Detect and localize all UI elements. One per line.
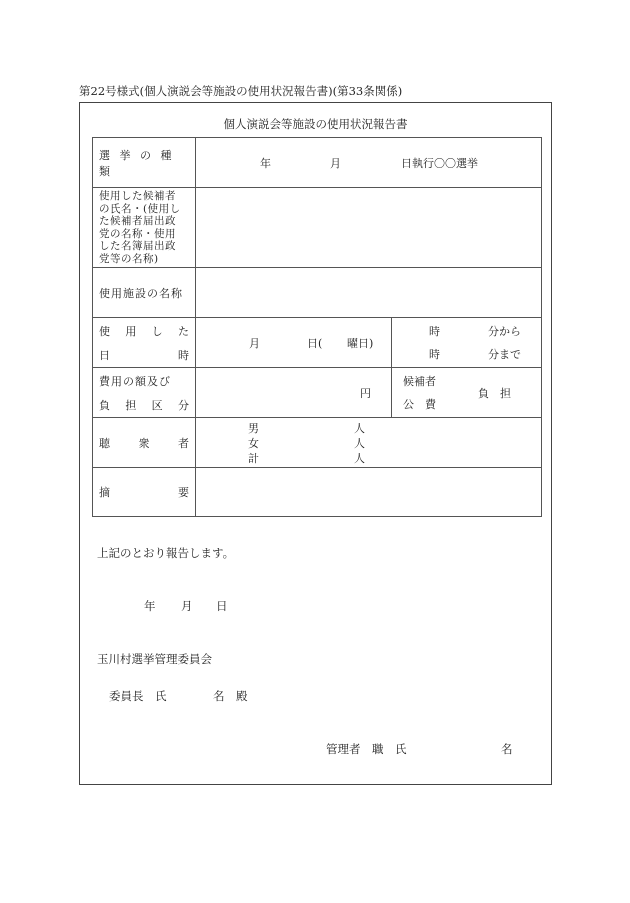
audience-female-unit: 人 bbox=[354, 437, 365, 450]
facility-label-text: 使用施設の名称 bbox=[99, 286, 183, 300]
burden-label: 負 担 bbox=[478, 387, 511, 400]
start-minute: 分から bbox=[488, 325, 521, 338]
value-date[interactable] bbox=[196, 318, 392, 368]
value-audience[interactable] bbox=[196, 418, 542, 468]
row-cost bbox=[93, 368, 542, 418]
end-minute: 分まで bbox=[488, 348, 521, 361]
value-cost-burden[interactable] bbox=[392, 368, 542, 418]
row-candidate bbox=[93, 188, 542, 268]
row-facility bbox=[93, 268, 542, 318]
manager-name-prefix: 管理者 職 氏 bbox=[326, 742, 407, 756]
label-election-type bbox=[93, 138, 196, 188]
audience-total: 計 bbox=[248, 452, 259, 465]
yen-unit: 円 bbox=[360, 387, 371, 400]
form-title: 個人演説会等施設の使用状況報告書 bbox=[223, 117, 408, 131]
audience-male-unit: 人 bbox=[354, 422, 365, 435]
label-candidate bbox=[93, 188, 196, 268]
use-weekday: 曜日) bbox=[347, 337, 374, 350]
form-caption: 第22号様式(個人演説会等施設の使用状況報告書)(第33条関係) bbox=[79, 84, 403, 98]
label-datetime bbox=[93, 318, 196, 368]
report-table bbox=[92, 137, 542, 517]
chair-name-prefix: 委員長 氏 bbox=[109, 689, 167, 703]
burden-public: 公 費 bbox=[403, 398, 436, 411]
chair-name-suffix: 名 殿 bbox=[213, 689, 248, 703]
election-type-label-text: 選 挙 の 種 類 bbox=[99, 148, 175, 178]
candidate-label-text: 使用した候補者 の氏名・(使用し た候補者届出政 党の名称・使用 した名簿届出政 党等の名称) bbox=[99, 190, 181, 265]
audience-label-text: 聴 衆 者 bbox=[99, 436, 189, 450]
report-year: 年 bbox=[144, 599, 156, 613]
committee-name: 玉川村選挙管理委員会 bbox=[97, 652, 212, 666]
use-day: 日( bbox=[307, 337, 323, 350]
value-remarks[interactable] bbox=[196, 468, 542, 517]
datetime-label-line2: 日 時 bbox=[99, 348, 189, 362]
value-time[interactable] bbox=[392, 318, 542, 368]
label-audience bbox=[93, 418, 196, 468]
audience-total-unit: 人 bbox=[354, 452, 365, 465]
label-remarks bbox=[93, 468, 196, 517]
election-month: 月 bbox=[330, 157, 341, 170]
burden-candidate: 候補者 bbox=[403, 375, 436, 388]
value-candidate[interactable] bbox=[196, 188, 542, 268]
label-cost bbox=[93, 368, 196, 418]
label-facility bbox=[93, 268, 196, 318]
report-day: 日 bbox=[216, 599, 228, 613]
start-hour: 時 bbox=[429, 325, 440, 338]
cost-label-line1: 費用の額及び bbox=[99, 374, 171, 388]
audience-female: 女 bbox=[248, 437, 259, 450]
report-statement: 上記のとおり報告します。 bbox=[97, 546, 235, 560]
value-cost-amount[interactable] bbox=[196, 368, 392, 418]
audience-male: 男 bbox=[248, 422, 259, 435]
cost-label-line2: 負 担 区 分 bbox=[99, 398, 189, 412]
row-audience bbox=[93, 418, 542, 468]
report-month: 月 bbox=[181, 599, 193, 613]
remarks-label-text: 摘 要 bbox=[99, 486, 189, 499]
row-election-type bbox=[93, 138, 542, 188]
value-facility[interactable] bbox=[196, 268, 542, 318]
election-year: 年 bbox=[260, 157, 271, 170]
form-frame bbox=[79, 102, 552, 785]
end-hour: 時 bbox=[429, 348, 440, 361]
use-month: 月 bbox=[249, 337, 260, 350]
row-datetime bbox=[93, 318, 542, 368]
value-election-type[interactable] bbox=[196, 138, 542, 188]
datetime-label-line1: 使 用 し た bbox=[99, 324, 189, 338]
manager-name-suffix: 名 bbox=[501, 742, 513, 756]
row-remarks bbox=[93, 468, 542, 517]
election-suffix: 日執行〇〇選挙 bbox=[401, 157, 478, 170]
